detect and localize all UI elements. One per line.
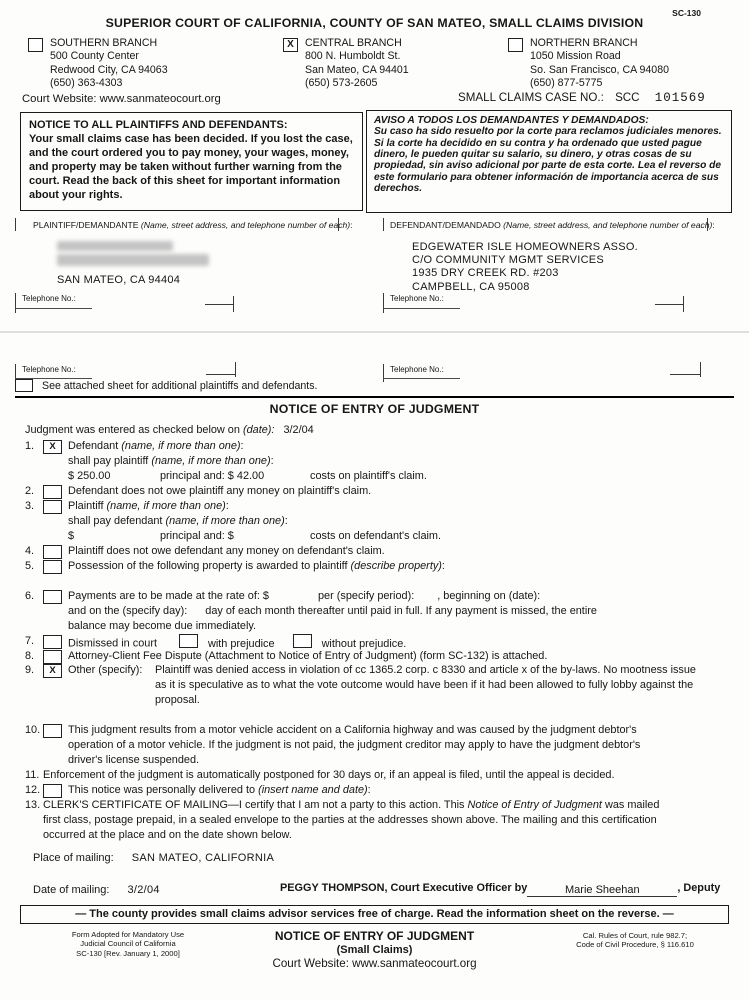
case-number-value: 101569 [654,91,706,105]
item-2-text: Defendant does not owe plaintiff any money on plaintiff's claim. [68,485,372,497]
footer-right-block: Cal. Rules of Court, rule 982.7; Code of Civil Procedure, § 116.610 [576,931,694,950]
item-3-line-2: shall pay defendant (name, if more than one): [68,515,288,527]
without-prejudice-checkbox[interactable] [293,634,312,648]
defendant-label-paren: (Name, street address, and telephone number of each) [503,220,713,230]
item-3-line-1: Plaintiff (name, if more than one): [68,500,229,512]
branch-name: NORTHERN BRANCH [530,37,638,49]
attached-sheet-text: See attached sheet for additional plaintiffs and defendants. [42,379,318,392]
item-5-checkbox[interactable] [43,560,62,574]
notice-english-title: NOTICE TO ALL PLAINTIFFS AND DEFENDANTS: [29,119,288,131]
scan-artifact-line [0,331,749,333]
branch-name: SOUTHERN BRANCH [50,37,158,49]
plaintiff-telephone-label: Telephone No.: [22,294,76,303]
attached-sheet-checkbox[interactable] [15,379,33,392]
branch-addr2: San Mateo, CA 94401 [305,63,409,76]
other-specify-value: Plaintiff was denied access in violation of cc 1365.2 corp. c 8330 and article x of the by-laws. No mootness issue [155,664,696,676]
item-5-text: Possession of the following property is awarded to plaintiff (describe property): [68,560,445,572]
item-6-line-2: and on the (specify day): day of each month thereafter until paid in full. If any payment is missed, the entire [68,605,597,617]
item-9: 9. X Other (specify): Plaintiff was denied access in violation of cc 1365.2 corp. c 8330 and article x of the by-laws. No mootness issue as it is speculative as to what the vote outcome would have been if it had been allowed to fully lobby against the proposal. [25,663,741,708]
telephone-underline [383,308,460,309]
case-number-prefix: SCC [615,91,640,104]
item-12: 12. This notice was personally delivered to (insert name and date): [25,783,741,798]
deputy-signature: Marie Sheehan [527,884,677,897]
branch-northern [508,37,669,91]
item-9-line-2: as it is speculative as to what the vote outcome would have been if it had been allowed to fully lobby against the [155,679,694,691]
with-prejudice-checkbox[interactable] [179,634,198,648]
defendant-label: DEFENDANT/DEMANDADO [390,220,504,230]
item-6-line-3: balance may become due immediately. [68,620,257,632]
item-9-line-3: proposal. [155,694,200,706]
deputy-label: , Deputy [677,882,721,894]
item-12-text: This notice was personally delivered to (insert name and date): [68,784,371,796]
section-divider [15,396,734,398]
item-10-checkbox[interactable] [43,724,62,738]
branch-addr1: 1050 Mission Road [530,50,621,63]
item-4: 4. Plaintiff does not owe defendant any money on defendant's claim. [25,544,741,559]
corner-tick [205,304,234,305]
redacted-plaintiff-address [57,254,209,266]
corner-tick [206,374,236,375]
item-9-line-1 [68,663,741,678]
item-8: 8. Attorney-Client Fee Dispute (Attachment to Notice of Entry of Judgment) (form SC-132) is attached. [25,649,741,664]
item-9-checkbox[interactable]: X [43,664,62,678]
item-11-text: Enforcement of the judgment is automatically postponed for 30 days or, if an appeal is filed, until the appeal is decided. [43,769,615,781]
item-2: 2. Defendant does not owe plaintiff any money on plaintiff's claim. [25,484,741,499]
judgment-date: 3/2/04 [283,424,314,436]
item-8-text: Attorney-Client Fee Dispute (Attachment to Notice of Entry of Judgment) (form SC-132) is attached. [68,650,548,662]
branch-addr2: Redwood City, CA 94063 [50,63,168,76]
judgment-heading: NOTICE OF ENTRY OF JUDGMENT [269,402,480,416]
defendant-telephone-label: Telephone No.: [390,294,444,303]
item-1-amounts: $ 250.00 principal and: $ 42.00 costs on plaintiff's claim. [68,470,427,482]
item-13-line-3: occurred at the place and on the date shown below. [43,829,292,841]
branch-phone: (650) 363-4303 [50,77,123,90]
corner-tick [15,293,16,313]
item-4-checkbox[interactable] [43,545,62,559]
item-6-checkbox[interactable] [43,590,62,604]
item-1-checkbox[interactable]: X [43,440,62,454]
page-title: SUPERIOR COURT OF CALIFORNIA, COUNTY OF SAN MATEO, SMALL CLAIMS DIVISION [105,16,644,30]
item-12-checkbox[interactable] [43,784,62,798]
advisor-notice-box: — The county provides small claims advisor services free of charge. Read the information sheet on the reverse. — [20,905,729,924]
item-3-amounts: $ principal and: $ costs on defendant's claim. [68,530,442,542]
item-3: 3. Plaintiff (name, if more than one): shall pay defendant (name, if more than one): $ principal and: $ costs on defendant's claim. [25,499,741,544]
branch-addr1: 800 N. Humboldt St. [305,50,401,63]
defendant2-telephone-label: Telephone No.: [390,365,444,374]
costs-amount: principal and: $ 42.00 [160,470,265,482]
defendant-address-block [412,241,638,294]
redacted-plaintiff-name [57,241,173,251]
item-4-text: Plaintiff does not owe defendant any money on defendant's claim. [68,545,385,557]
item-7: 7. Dismissed in court with prejudice without prejudice. [25,634,741,652]
corner-tick [683,296,684,312]
notice-english-box [20,112,363,211]
northern-branch-info [530,37,669,91]
corner-tick [383,364,384,382]
item-7-text: Dismissed in court with prejudice without prejudice. [68,634,741,652]
item-10-line-3: driver's license suspended. [68,754,200,766]
court-website-footer: Court Website: www.sanmateocourt.org [272,957,477,970]
item-2-checkbox[interactable] [43,485,62,499]
item-8-checkbox[interactable] [43,650,62,664]
item-7-checkbox[interactable] [43,635,62,649]
item-13-line-2: first class, postage prepaid, in a sealed envelope to the parties at the addresses shown above. The mailing and this certification [43,814,657,826]
item-11: 11. Enforcement of the judgment is automatically postponed for 30 days or, if an appeal is filed, until the appeal is decided. [25,768,741,783]
telephone-underline [15,308,92,309]
item-3-checkbox[interactable] [43,500,62,514]
attached-sheet-row [15,379,317,392]
corner-tick [383,218,384,231]
notice-english-body: Your small claims case has been decided. If you lost the case, and the court ordered you to pay money, your wages, money, and property may be taken without further warning from the court. Read the back of this sheet for important information about your rights. [29,132,353,201]
northern-branch-checkbox[interactable] [508,38,523,52]
branch-addr1: 500 County Center [50,50,139,63]
defendant-co: C/O COMMUNITY MGMT SERVICES [412,254,604,267]
defendant-street: 1935 DRY CREEK RD. #203 [412,267,559,280]
southern-branch-checkbox[interactable] [28,38,43,52]
officer-name: PEGGY THOMPSON, Court Executive Officer by [280,882,528,894]
corner-tick [15,218,16,231]
branch-southern [28,37,168,91]
branch-central [283,37,409,91]
defendant-header: DEFENDANT/DEMANDADO (Name, street address, and telephone number of each): [390,220,715,230]
southern-branch-info [50,37,168,91]
branch-addr2: So. San Francisco, CA 94080 [530,63,669,76]
central-branch-info [305,37,409,91]
branch-phone: (650) 877-5775 [530,77,603,90]
judgment-intro: Judgment was entered as checked below on (date): 3/2/04 [25,424,314,436]
corner-tick [383,293,384,313]
footer-form-subtitle: (Small Claims) [336,944,413,956]
court-website-header: Court Website: www.sanmateocourt.org [22,93,221,105]
other-specify-label: Other (specify): [68,664,143,676]
notice-spanish-title: AVISO A TODOS LOS DEMANDANTES Y DEMANDADOS: [374,115,649,126]
place-of-mailing-label: Place of mailing: [33,852,114,864]
form-code: SC-130 [672,8,701,18]
item-1-line-1: Defendant (name, if more than one): [68,440,244,452]
item-1: 1. X Defendant (name, if more than one): shall pay plaintiff (name, if more than one): $ 250.00 principal and: $ 42.00 costs on plaintiff's claim. [25,439,741,484]
item-10-line-2: operation of a motor vehicle. If the judgment is not paid, the judgment creditor may apply to have the judgment debtor's [68,739,641,751]
notice-spanish-body: Su caso ha sido resuelto por la corte para reclamos judiciales menores. Si la corte ha decidido en su contra y ha ordenado que usted pague dinero, le pueden quitar su salario, su dinero, y otras cosas de su propiedad, sin aviso adicional por parte de esta corte. Lea el reverso de este formulario para obtener información de importancia acerca de sus derechos. [374,126,722,195]
footer-left-block: Form Adopted for Mandatory Use Judicial Council of California SC-130 [Rev. January 1, 2000] [71,930,185,958]
central-branch-checkbox[interactable]: X [283,38,298,52]
item-10-line-1: This judgment results from a motor vehicle accident on a California highway and was caused by the judgment debtor's [68,724,637,736]
plaintiff-header: PLAINTIFF/DEMANDANTE (Name, street address, and telephone number of each): [33,220,353,230]
plaintiff-label-paren: (Name, street address, and telephone number of each) [140,220,351,230]
case-number-label: SMALL CLAIMS CASE NO.: [458,91,604,104]
corner-tick [670,374,701,375]
item-1-line-2: shall pay plaintiff (name, if more than one): [68,455,274,467]
plaintiff-label: PLAINTIFF/DEMANDANTE [33,220,141,230]
telephone-underline [383,378,460,379]
defendant-city: CAMPBELL, CA 95008 [412,280,530,293]
item-13: 13. CLERK'S CERTIFICATE OF MAILING—I certify that I am not a party to this action. This Notice of Entry of Judgment was mailed first class, postage prepaid, in a sealed envelope to the parties at the addresses shown above. The mailing and this certification occurred at the place and on the date shown below. [25,798,741,843]
item-5: 5. Possession of the following property is awarded to plaintiff (describe property): [25,559,741,574]
case-number-row [458,91,706,105]
item-13-line-1: CLERK'S CERTIFICATE OF MAILING—I certify that I am not a party to this action. This Notice of Entry of Judgment was mailed [43,799,660,811]
item-6: 6. Payments are to be made at the rate of: $ per (specify period): , beginning on (date): and on the (specify day): day of each month thereafter until paid in full. If any payment is missed, the entire balance may become due immediately. [25,589,741,634]
corner-tick [655,304,684,305]
corner-tick [235,362,236,377]
plaintiff2-telephone-label: Telephone No.: [22,365,76,374]
item-10: 10. This judgment results from a motor vehicle accident on a California highway and was caused by the judgment debtor's operation of a motor vehicle. If the judgment is not paid, the judgment creditor may apply to have the judgment debtor's driver's license suspended. [25,723,741,768]
footer-form-title: NOTICE OF ENTRY OF JUDGMENT [274,929,475,943]
corner-tick [233,296,234,312]
item-6-line-1: Payments are to be made at the rate of: $ per (specify period): , beginning on (date): [68,590,541,602]
officer-signature-line [280,882,720,897]
date-of-mailing-label: Date of mailing: [33,884,110,896]
place-of-mailing-value: SAN MATEO, CALIFORNIA [131,852,275,864]
principal-amount: $ 250.00 [68,470,111,482]
branch-phone: (650) 573-2605 [305,77,378,90]
branch-name: CENTRAL BRANCH [305,37,402,49]
place-of-mailing-row [33,852,274,864]
plaintiff-city: SAN MATEO, CA 94404 [57,274,181,286]
corner-tick [700,362,701,377]
date-of-mailing-row [33,884,733,896]
date-of-mailing-value: 3/2/04 [127,884,160,896]
defendant-name: EDGEWATER ISLE HOMEOWNERS ASSO. [412,241,638,253]
notice-spanish-box [366,110,732,213]
